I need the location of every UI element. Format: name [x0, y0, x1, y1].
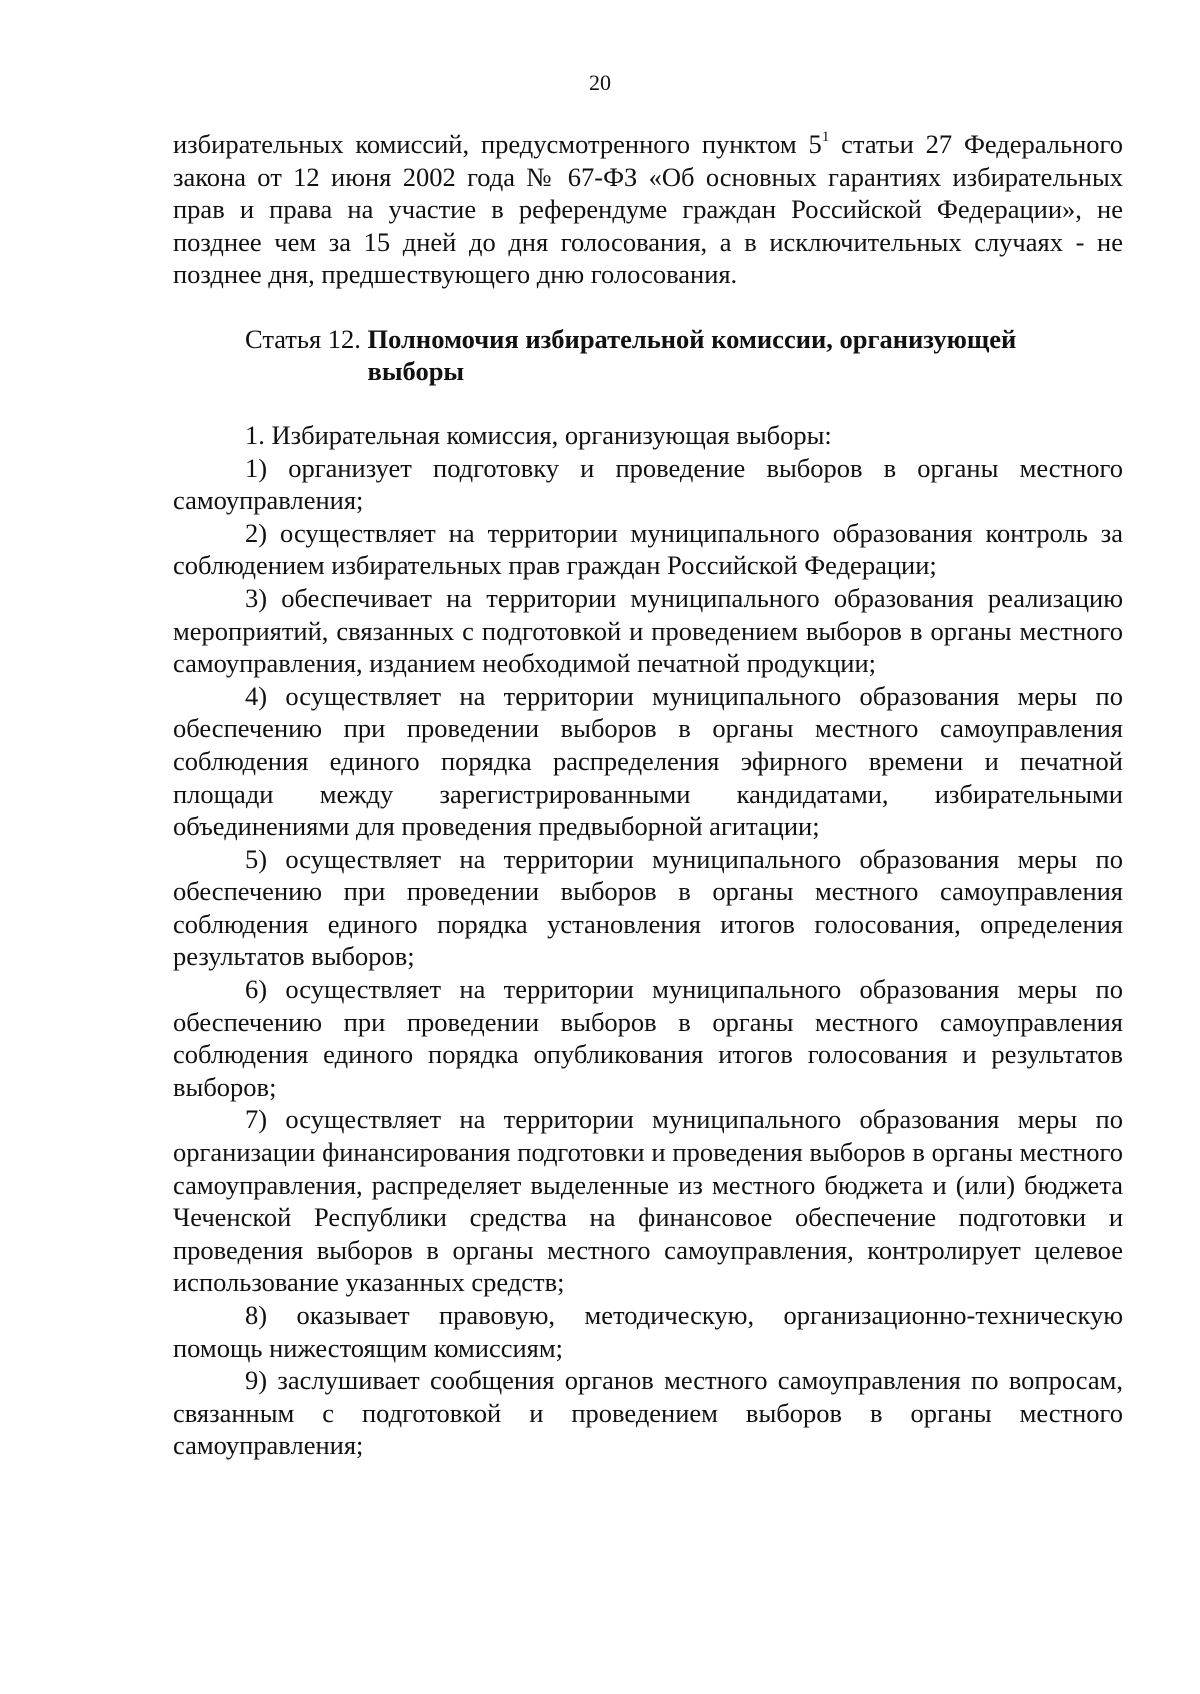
article-heading [173, 323, 1123, 387]
article-label: Статья 12. [245, 323, 368, 354]
list-item-6: 6) осуществляет на территории муниципального образования меры по обеспечению при проведении выборов в органы местного самоуправления соблюдения единого порядка опубликования итогов голосования и результатов выборов; [173, 974, 1123, 1102]
intro-paragraph [173, 128, 1123, 291]
intro-text-part-2: статьи 27 Федерального закона от 12 июня 2002 года № 67-ФЗ «Об основных гарантиях избирательных прав и права на участие в референдуме граждан Российской Федерации», не позднее чем за 15 дней до дня голосования, а в исключительных случаях - не позднее дня, предшествующего дню голосования. [173, 129, 1123, 290]
article-title: Полномочия избирательной комиссии, организующей выборы [367, 323, 1017, 386]
list-item-1: 1) организует подготовку и проведение выборов в органы местного самоуправления; [173, 452, 1123, 516]
list-item-9: 9) заслушивает сообщения органов местного самоуправления по вопросам, связанным с подготовкой и проведением выборов в органы местного самоуправления; [173, 1365, 1123, 1461]
list-item-4: 4) осуществляет на территории муниципального образования меры по обеспечению при проведении выборов в органы местного самоуправления соблюдения единого порядка распределения эфирного времени и печатной площади между зарегистрированными кандидатами, избирательными объединениями для проведения предвыборной агитации; [173, 680, 1123, 842]
page-number: 20 [589, 70, 611, 95]
list-item-8: 8) оказывает правовую, методическую, организационно-техническую помощь нижестоящим комиссиям; [173, 1300, 1123, 1363]
list-item-2: 2) осуществляет на территории муниципального образования контроль за соблюдением избирательных прав граждан Российской Федерации; [173, 517, 1123, 581]
paragraph-1: 1. Избирательная комиссия, организующая выборы: [245, 419, 832, 450]
superscript: 1 [821, 129, 830, 146]
document-body [173, 128, 1123, 1462]
list-item-5: 5) осуществляет на территории муниципального образования меры по обеспечению при проведении выборов в органы местного самоуправления соблюдения единого порядка установления итогов голосования, определения результатов выборов; [173, 843, 1123, 972]
list-item-3: 3) обеспечивает на территории муниципального образования реализацию мероприятий, связанных с подготовкой и проведением выборов в органы местного самоуправления, изданием необходимой печатной продукции; [173, 582, 1123, 679]
list-item-7: 7) осуществляет на территории муниципального образования меры по организации финансирования подготовки и проведения выборов в органы местного самоуправления, распределяет выделенные из местного бюджета и (или) бюджета Чеченской Республики средства на финансовое обеспечение подготовки и проведения выборов в органы местного самоуправления, контролирует целевое использование указанных средств; [173, 1104, 1123, 1298]
intro-text-part-1: избирательных комиссий, предусмотренного пунктом 5 [173, 129, 822, 159]
